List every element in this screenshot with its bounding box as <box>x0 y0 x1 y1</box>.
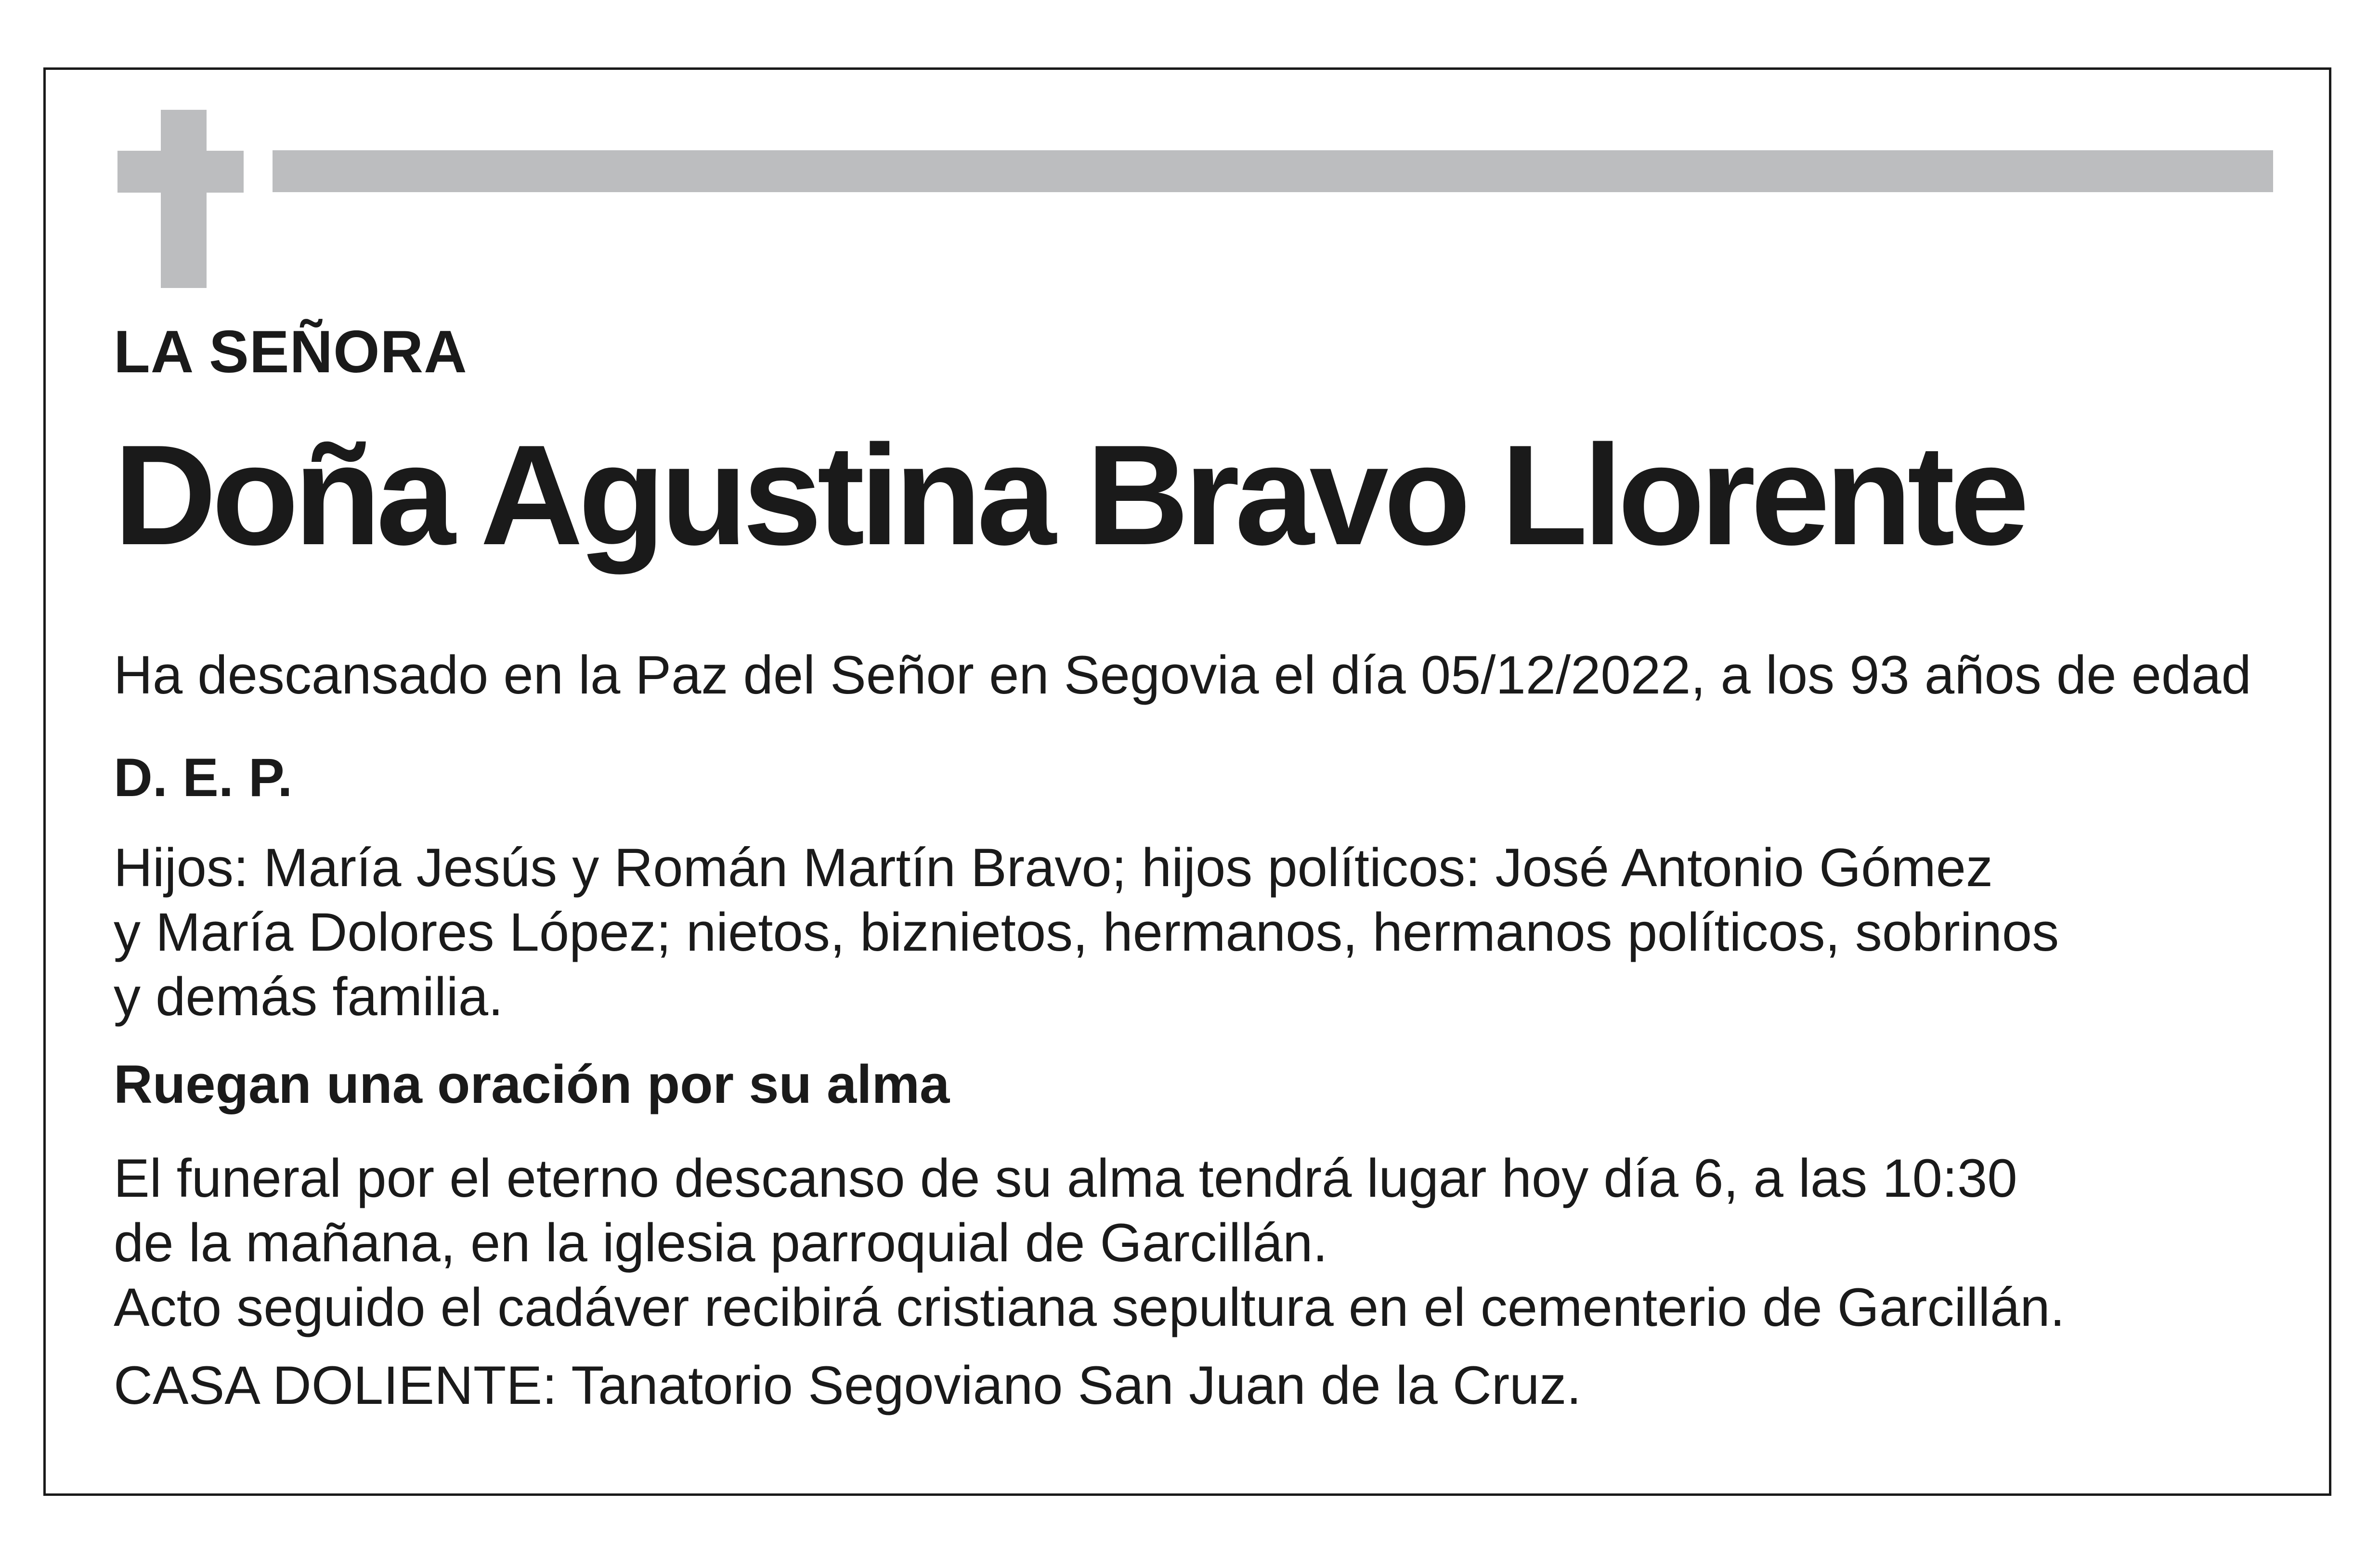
deceased-name: Doña Agustina Bravo Llorente <box>114 415 2025 575</box>
header-rule <box>273 150 2273 192</box>
death-announcement: Ha descansado en la Paz del Señor en Segovia el día 05/12/2022, a los 93 años de edad <box>114 645 2251 705</box>
cross-horizontal-bar <box>117 151 244 193</box>
funeral-line: El funeral por el eterno descanso de su alma tendrá lugar hoy día 6, a las 10:30 <box>114 1148 2017 1208</box>
family-line: Hijos: María Jesús y Román Martín Bravo; hijos políticos: José Antonio Gómez <box>114 837 1993 898</box>
family-paragraph <box>114 836 2059 1029</box>
notice-subtitle: LA SEÑORA <box>114 319 468 385</box>
cross-vertical-bar <box>161 110 207 288</box>
funeral-line: de la mañana, en la iglesia parroquial de Garcillán. <box>114 1213 1328 1273</box>
funeral-line: Acto seguido el cadáver recibirá cristiana sepultura en el cementerio de Garcillán. <box>114 1277 2065 1337</box>
funeral-paragraph <box>114 1146 2065 1340</box>
family-line: y demás familia. <box>114 967 504 1027</box>
dep-line: D. E. P. <box>114 747 293 808</box>
prayer-request: Ruegan una oración por su alma <box>114 1054 950 1114</box>
family-line: y María Dolores López; nietos, biznietos, hermanos, hermanos políticos, sobrinos <box>114 902 2059 962</box>
casa-doliente: CASA DOLIENTE: Tanatorio Segoviano San Juan de la Cruz. <box>114 1355 1582 1415</box>
